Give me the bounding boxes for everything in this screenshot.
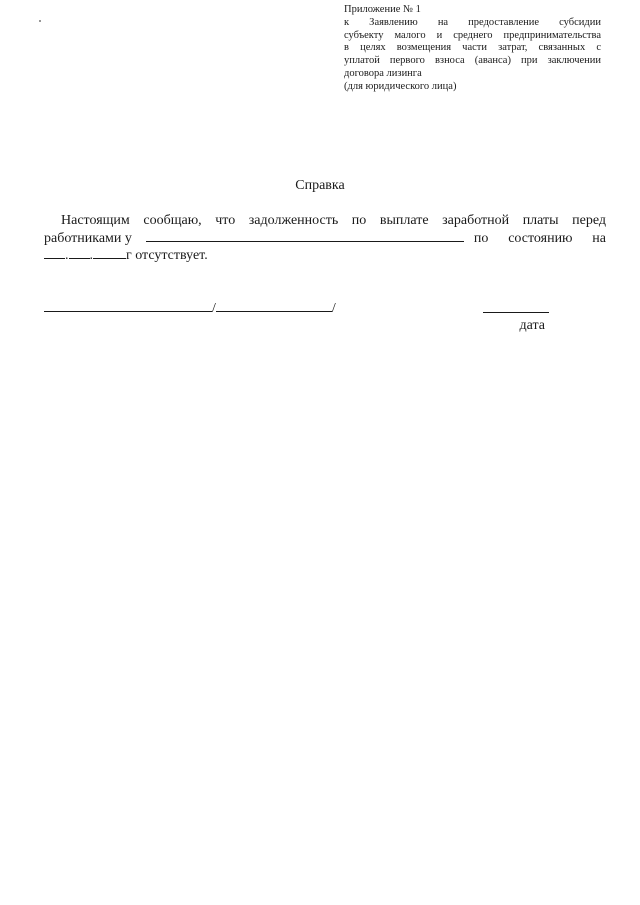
appendix-line-5: договора лизинга: [344, 67, 422, 79]
scan-speck: [39, 20, 41, 22]
signature-sep-2: /: [331, 301, 336, 316]
appendix-line-3: в целях возмещения части затрат, связанных с: [344, 42, 601, 54]
body-line-3-end: г отсутствует.: [126, 248, 208, 263]
signature-field[interactable]: [44, 299, 212, 312]
document-title: Справка: [295, 178, 345, 193]
appendix-header: [344, 4, 601, 94]
date-label: дата: [519, 318, 545, 333]
date-sep-2: .: [89, 248, 93, 263]
signature-block: [44, 299, 336, 317]
body-line-2: [44, 229, 606, 246]
body-line-3: [44, 246, 606, 263]
body-line-2-start: работниками у: [44, 231, 132, 246]
appendix-number: Приложение № 1: [344, 4, 421, 15]
date-block: [483, 306, 551, 334]
organization-name-field[interactable]: [146, 229, 464, 242]
body-line-2-end: по состоянию на: [473, 231, 606, 246]
appendix-line-2: субъекту малого и среднего предпринимательства: [344, 29, 601, 41]
appendix-line-1: к Заявлению на предоставление субсидии: [344, 16, 601, 28]
appendix-line-6: (для юридического лица): [344, 80, 457, 92]
date-year-field[interactable]: [93, 246, 126, 259]
appendix-line-4: уплатой первого взноса (аванса) при заключении: [344, 55, 601, 67]
body-line-1: Настоящим сообщаю, что задолженность по выплате заработной платы перед: [61, 213, 606, 228]
date-month-field[interactable]: [69, 246, 90, 259]
date-sep-1: .: [65, 248, 69, 263]
certificate-body: [44, 212, 606, 263]
signature-sep-1: /: [212, 301, 216, 316]
name-decoding-field[interactable]: [216, 299, 332, 312]
date-field[interactable]: [483, 306, 549, 313]
date-day-field[interactable]: [44, 246, 65, 259]
